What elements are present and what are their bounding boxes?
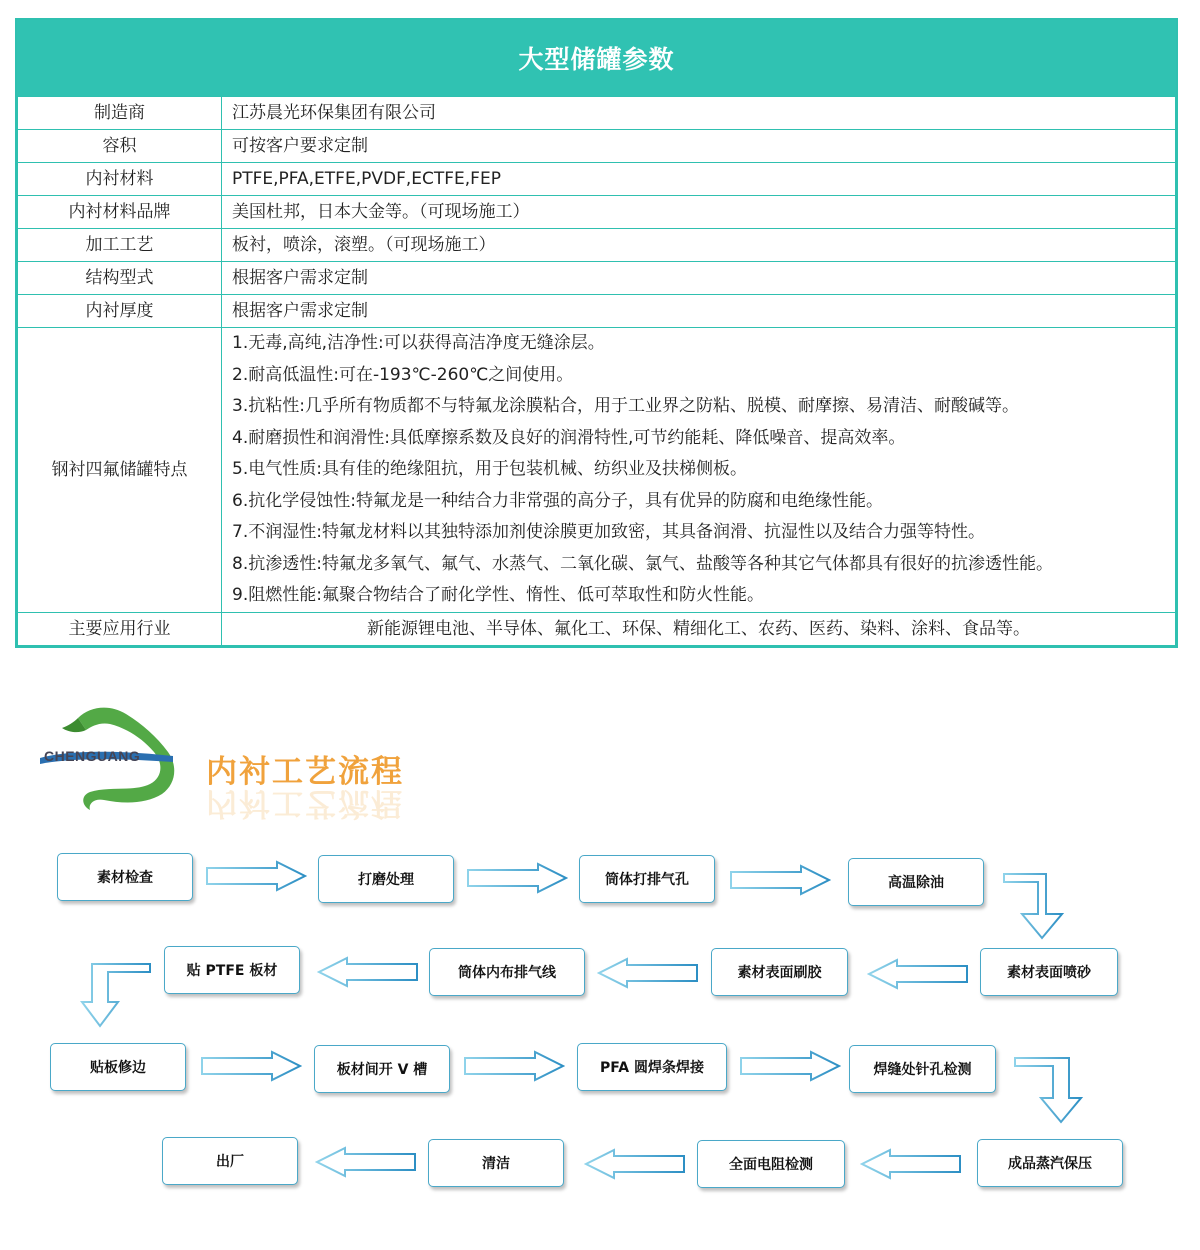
table-row	[18, 130, 1176, 163]
down-arrow-icon	[80, 962, 152, 1030]
industry-row	[18, 613, 1176, 646]
row-value: 根据客户需求定制	[222, 295, 1176, 328]
left-arrow-icon	[867, 958, 969, 990]
feature-item: 8.抗渗透性:特氟龙多氧气、氟气、水蒸气、二氧化碳、氯气、盐酸等各种其它气体都具有很好的抗渗透性能。	[232, 553, 1053, 574]
logo-area	[38, 700, 438, 830]
right-arrow-icon	[729, 864, 831, 896]
table-row	[18, 262, 1176, 295]
params-table-container	[15, 18, 1178, 648]
left-arrow-icon	[860, 1148, 962, 1180]
process-step: 全面电阻检测	[697, 1140, 845, 1188]
left-arrow-icon	[584, 1148, 686, 1180]
feature-item: 6.抗化学侵蚀性:特氟龙是一种结合力非常强的高分子，具有优异的防腐和电绝缘性能。	[232, 490, 883, 511]
right-arrow-icon	[200, 1050, 302, 1082]
process-step: 素材表面刷胶	[711, 948, 848, 996]
feature-item: 9.阻燃性能:氟聚合物结合了耐化学性、惰性、低可萃取性和防火性能。	[232, 585, 764, 606]
features-list	[222, 328, 1176, 613]
feature-item: 1.无毒,高纯,洁净性:可以获得高洁净度无缝涂层。	[232, 333, 605, 354]
industry-value: 新能源锂电池、半导体、氟化工、环保、精细化工、农药、医药、染料、涂料、食品等。	[222, 613, 1176, 646]
process-step: 素材检查	[57, 853, 193, 901]
process-step: 板材间开 V 槽	[314, 1045, 450, 1093]
row-label: 加工工艺	[18, 229, 222, 262]
feature-item: 7.不润湿性:特氟龙材料以其独特添加剂使涂膜更加致密，其具备润滑、抗湿性以及结合力强等特性。	[232, 522, 985, 543]
params-table	[17, 96, 1176, 646]
feature-item: 2.耐高低温性:可在-193℃-260℃之间使用。	[232, 364, 574, 385]
table-row	[18, 97, 1176, 130]
right-arrow-icon	[463, 1050, 565, 1082]
left-arrow-icon	[315, 1146, 417, 1178]
process-step: 高温除油	[848, 858, 984, 906]
features-label: 钢衬四氟储罐特点	[18, 328, 222, 613]
process-step: 贴 PTFE 板材	[164, 946, 300, 994]
brand-name: CHENGUANG	[44, 748, 141, 764]
left-arrow-icon	[597, 957, 699, 989]
right-arrow-icon	[205, 860, 307, 892]
row-value: 美国杜邦，日本大金等。（可现场施工）	[222, 196, 1176, 229]
process-step: 素材表面喷砂	[980, 948, 1118, 996]
left-arrow-icon	[317, 956, 419, 988]
row-label: 内衬材料品牌	[18, 196, 222, 229]
row-value: 可按客户要求定制	[222, 130, 1176, 163]
process-step: 焊缝处针孔检测	[849, 1045, 996, 1093]
feature-item: 4.耐磨损性和润滑性:具低摩擦系数及良好的润滑特性,可节约能耗、降低噪音、提高效率。	[232, 427, 906, 448]
process-step: 筒体打排气孔	[579, 855, 715, 903]
row-value: PTFE,PFA,ETFE,PVDF,ECTFE,FEP	[222, 163, 1176, 196]
right-arrow-icon	[466, 862, 568, 894]
features-row	[18, 328, 1176, 613]
section-title-reflection: 内衬工艺流程	[206, 785, 404, 821]
table-row	[18, 229, 1176, 262]
row-label: 内衬材料	[18, 163, 222, 196]
feature-item: 5.电气性质:具有佳的绝缘阻抗，用于包装机械、纺织业及扶梯侧板。	[232, 459, 747, 480]
row-value: 根据客户需求定制	[222, 262, 1176, 295]
process-step: PFA 圆焊条焊接	[577, 1043, 727, 1091]
process-step: 贴板修边	[50, 1043, 186, 1091]
row-label: 结构型式	[18, 262, 222, 295]
table-row	[18, 196, 1176, 229]
right-arrow-icon	[739, 1050, 841, 1082]
row-label: 制造商	[18, 97, 222, 130]
process-step: 成品蒸汽保压	[977, 1139, 1123, 1187]
table-row	[18, 295, 1176, 328]
down-arrow-icon	[1013, 1056, 1085, 1126]
industry-label: 主要应用行业	[18, 613, 222, 646]
table-title: 大型储罐参数	[17, 20, 1176, 96]
row-label: 容积	[18, 130, 222, 163]
process-step: 出厂	[162, 1137, 298, 1185]
process-step: 清洁	[428, 1139, 564, 1187]
row-label: 内衬厚度	[18, 295, 222, 328]
process-step: 筒体内布排气线	[429, 948, 585, 996]
row-value: 板衬，喷涂，滚塑。（可现场施工）	[222, 229, 1176, 262]
section-title: 内衬工艺流程	[206, 754, 404, 790]
feature-item: 3.抗粘性:几乎所有物质都不与特氟龙涂膜粘合，用于工业界之防粘、脱模、耐摩擦、易清洁、耐酸碱等。	[232, 396, 1019, 417]
table-row	[18, 163, 1176, 196]
down-arrow-icon	[1002, 872, 1074, 942]
row-value: 江苏晨光环保集团有限公司	[222, 97, 1176, 130]
process-step: 打磨处理	[318, 855, 454, 903]
